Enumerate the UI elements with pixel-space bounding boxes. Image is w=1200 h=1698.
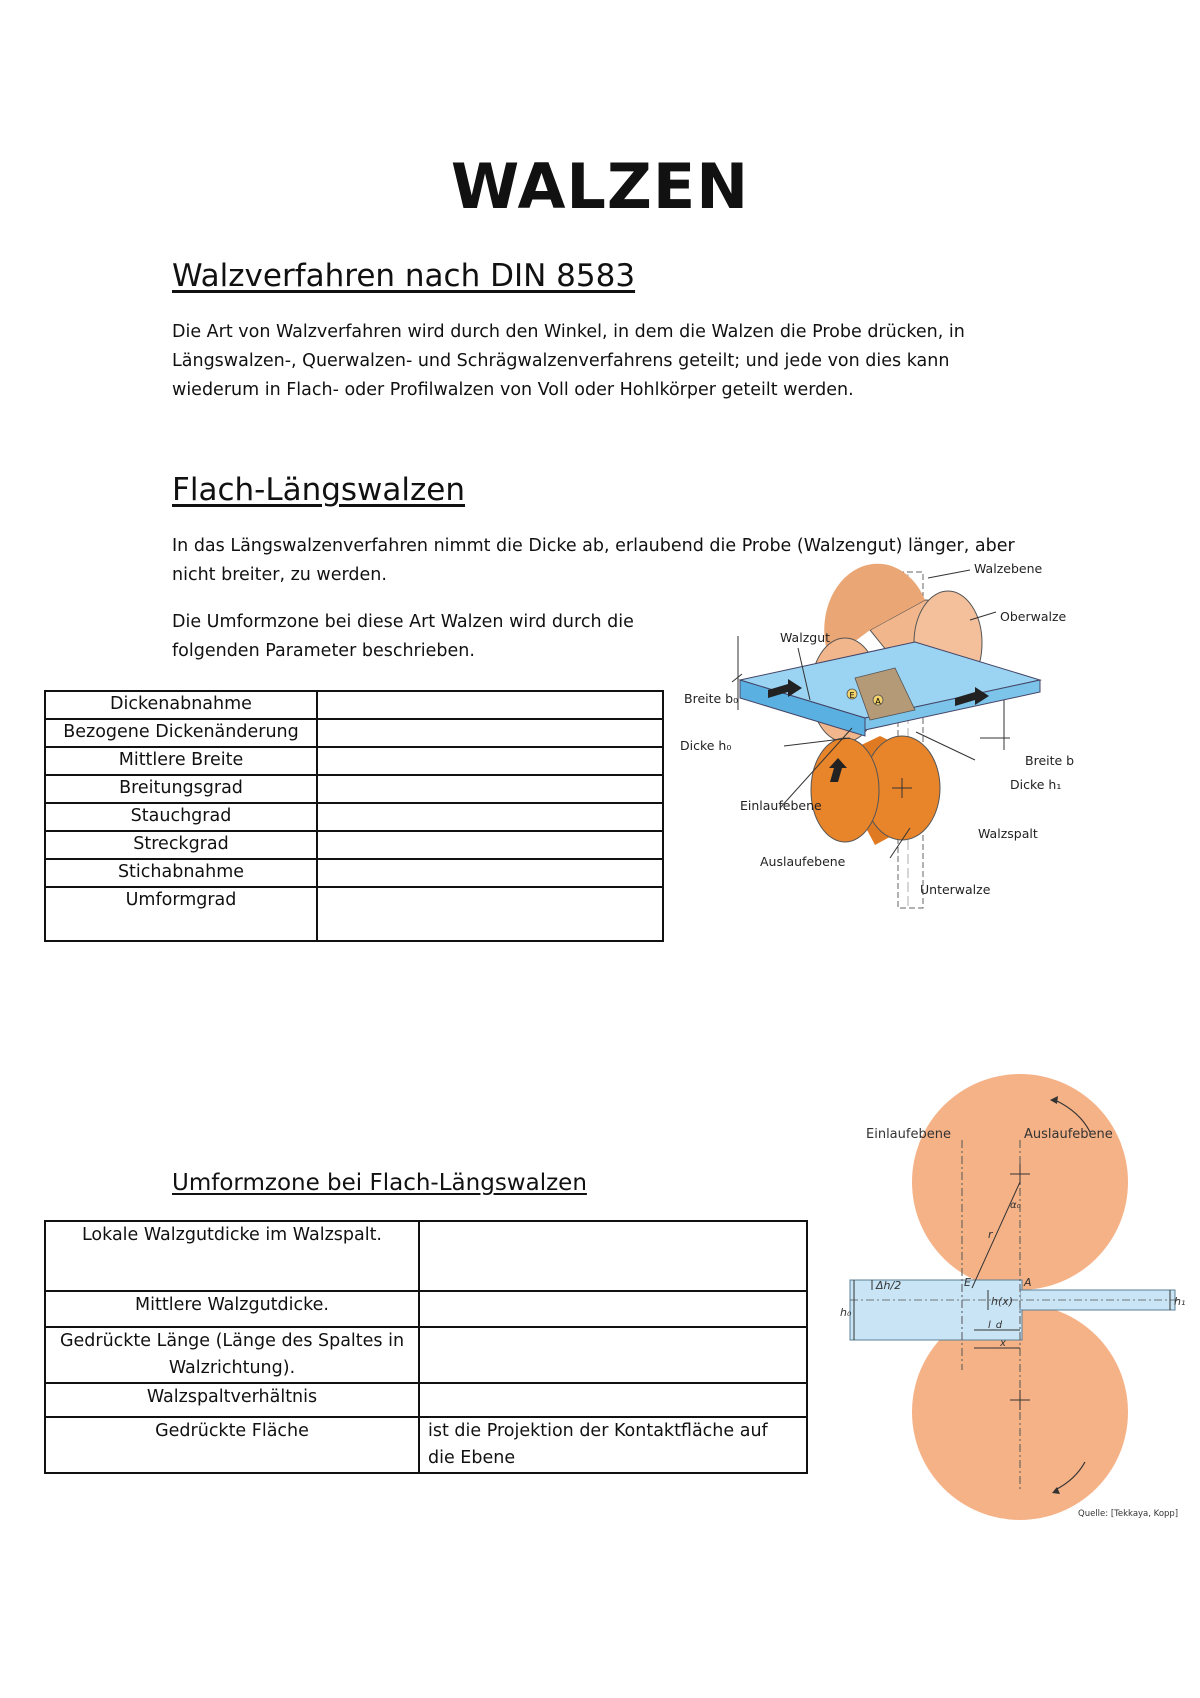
label-auslaufebene: Auslaufebene — [1024, 1127, 1113, 1142]
table-cell-value: ist die Projektion der Kontaktfläche auf die Ebene — [419, 1417, 807, 1473]
table-cell-label: Streckgrad — [45, 831, 317, 859]
table-cell-label: Dickenabnahme — [45, 691, 317, 719]
page-title: WALZEN — [450, 150, 750, 223]
table-cell-label: Mittlere Breite — [45, 747, 317, 775]
table-cell-value — [317, 719, 663, 747]
table-cell-value — [419, 1221, 807, 1291]
table-cell-value — [419, 1291, 807, 1327]
table-cell-value — [317, 831, 663, 859]
paragraph-line: wiederum in Flach- oder Profilwalzen von Voll oder Hohlkörper geteilt werden. — [172, 380, 854, 400]
table-row — [45, 1383, 807, 1417]
umformzone-table — [44, 1220, 808, 1474]
table-row — [45, 775, 663, 803]
table-cell-label: Umformgrad — [45, 887, 317, 941]
label-r: r — [988, 1228, 993, 1241]
parameter-table — [44, 690, 664, 942]
table-cell-label: Gedrückte Länge (Länge des Spaltes in Walzrichtung). — [45, 1327, 419, 1383]
table-cell-label: Lokale Walzgutdicke im Walzspalt. — [45, 1221, 419, 1291]
paragraph-line: Die Umformzone bei diese Art Walzen wird durch die — [172, 612, 634, 632]
section-heading-flach-laengswalzen: Flach-Längswalzen — [172, 472, 466, 508]
table-row — [45, 719, 663, 747]
table-row — [45, 887, 663, 941]
table-cell-label: Mittlere Walzgutdicke. — [45, 1291, 419, 1327]
table-cell-value — [317, 775, 663, 803]
section-flach-paragraph-2 — [172, 608, 692, 666]
section-walzverfahren-paragraph — [172, 318, 1072, 405]
label-breite-1: Breite b — [1025, 753, 1075, 768]
table-row — [45, 1221, 807, 1291]
label-einlaufebene: Einlaufebene — [740, 798, 822, 813]
flach-laengswalzen-diagram — [680, 560, 1100, 920]
table-row — [45, 1327, 807, 1383]
table-cell-label: Stichabnahme — [45, 859, 317, 887]
label-alpha: α₀ — [1010, 1200, 1021, 1211]
table-cell-value — [317, 859, 663, 887]
label-a: A — [1024, 1276, 1032, 1289]
table-cell-value — [419, 1327, 807, 1383]
paragraph-line: nicht breiter, zu werden. — [172, 565, 387, 585]
walzspalt-diagram — [840, 1070, 1190, 1530]
label-auslaufebene: Auslaufebene — [760, 854, 846, 869]
table-row — [45, 691, 663, 719]
table-row — [45, 1291, 807, 1327]
walzgut-strip — [740, 642, 1040, 736]
point-a-label: A — [875, 697, 881, 706]
table-row — [45, 859, 663, 887]
table-row — [45, 747, 663, 775]
table-cell-label: Stauchgrad — [45, 803, 317, 831]
label-ld: l_d — [988, 1320, 1003, 1331]
paragraph-line: Die Art von Walzverfahren wird durch den Winkel, in dem die Walzen die Probe drücken, in — [172, 322, 965, 342]
paragraph-line: In das Längswalzenverfahren nimmt die Dicke ab, erlaubend die Probe (Walzengut) länger, aber — [172, 536, 1015, 556]
label-einlaufebene: Einlaufebene — [866, 1127, 951, 1142]
table-cell-value — [317, 887, 663, 941]
paragraph-line: folgenden Parameter beschrieben. — [172, 641, 475, 661]
label-dicke-1: Dicke h₁ — [1010, 777, 1062, 792]
table-cell-label: Breitungsgrad — [45, 775, 317, 803]
section-heading-umformzone: Umformzone bei Flach-Längswalzen — [172, 1170, 587, 1196]
label-dicke-0: Dicke h₀ — [680, 738, 732, 753]
table-cell-value — [317, 691, 663, 719]
table-cell-label: Gedrückte Fläche — [45, 1417, 419, 1473]
paragraph-line: Längswalzen-, Querwalzen- und Schrägwalzenverfahrens geteilt; und jede von dies kann — [172, 351, 950, 371]
point-e-label: E — [849, 691, 855, 700]
section-heading-walzverfahren: Walzverfahren nach DIN 8583 — [172, 258, 636, 294]
label-h1: h₁ — [1174, 1295, 1186, 1308]
label-walzebene: Walzebene — [974, 561, 1043, 576]
table-cell-label: Bezogene Dickenänderung — [45, 719, 317, 747]
label-walzgut: Walzgut — [780, 630, 831, 645]
label-h0: h₀ — [840, 1306, 852, 1319]
table-row — [45, 831, 663, 859]
label-oberwalze: Oberwalze — [1000, 609, 1067, 624]
label-source: Quelle: [Tekkaya, Kopp] — [1078, 1509, 1179, 1519]
table-cell-value — [317, 747, 663, 775]
label-e: E — [964, 1276, 971, 1289]
table-row — [45, 803, 663, 831]
table-row — [45, 1417, 807, 1473]
label-unterwalze: Unterwalze — [920, 882, 991, 897]
label-dh2: Δh/2 — [876, 1279, 902, 1292]
label-x: x — [1000, 1338, 1006, 1349]
label-breite-0: Breite b₀ — [684, 691, 739, 706]
table-cell-value — [419, 1383, 807, 1417]
table-cell-value — [317, 803, 663, 831]
table-cell-label: Walzspaltverhältnis — [45, 1383, 419, 1417]
label-hx: h(x) — [991, 1295, 1014, 1308]
label-walzspalt: Walzspalt — [978, 826, 1038, 841]
